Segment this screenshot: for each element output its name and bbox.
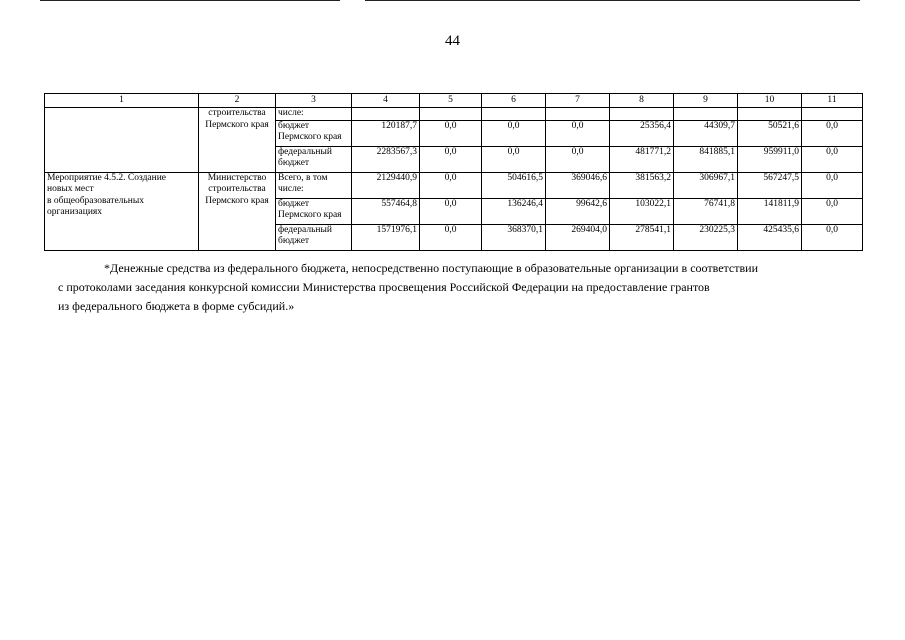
value-cell: 425435,6 <box>738 224 802 250</box>
column-number-row <box>45 94 863 108</box>
footnote-line: с протоколами заседания конкурсной комиссии Министерства просвещения Российской Федерации на предоставление грантов <box>58 280 710 294</box>
table-row <box>45 108 863 121</box>
value-cell: 2129440,9 <box>352 172 420 198</box>
value-cell: 0,0 <box>482 120 546 146</box>
col-number: 7 <box>546 94 610 108</box>
value-cell: 0,0 <box>802 146 863 172</box>
value-cell: 1571976,1 <box>352 224 420 250</box>
value-cell: 0,0 <box>802 120 863 146</box>
value-cell <box>802 108 863 121</box>
col-number: 10 <box>738 94 802 108</box>
value-cell: 381563,2 <box>610 172 674 198</box>
col-number: 6 <box>482 94 546 108</box>
funding-source-cell: Всего, в том числе: <box>276 172 352 198</box>
value-cell <box>352 108 420 121</box>
value-cell: 136246,4 <box>482 198 546 224</box>
col-number: 3 <box>276 94 352 108</box>
col-number: 4 <box>352 94 420 108</box>
value-cell <box>674 108 738 121</box>
value-cell: 959911,0 <box>738 146 802 172</box>
executor-cell: строительства Пермского края <box>199 108 276 173</box>
value-cell: 141811,9 <box>738 198 802 224</box>
value-cell: 481771,2 <box>610 146 674 172</box>
executor-cell: Министерство строительства Пермского края <box>199 172 276 250</box>
col-number: 9 <box>674 94 738 108</box>
budget-table <box>44 93 863 251</box>
value-cell: 0,0 <box>420 146 482 172</box>
col-number: 5 <box>420 94 482 108</box>
value-cell: 0,0 <box>546 120 610 146</box>
value-cell: 99642,6 <box>546 198 610 224</box>
value-cell: 567247,5 <box>738 172 802 198</box>
value-cell <box>738 108 802 121</box>
col-number: 11 <box>802 94 863 108</box>
value-cell: 504616,5 <box>482 172 546 198</box>
value-cell: 0,0 <box>802 198 863 224</box>
value-cell: 369046,6 <box>546 172 610 198</box>
value-cell: 2283567,3 <box>352 146 420 172</box>
value-cell <box>420 108 482 121</box>
value-cell: 278541,1 <box>610 224 674 250</box>
value-cell: 0,0 <box>802 224 863 250</box>
top-rule-left <box>40 0 340 1</box>
footnote-line: из федерального бюджета в форме субсидий.» <box>58 299 295 313</box>
value-cell: 0,0 <box>420 198 482 224</box>
funding-source-cell: бюджет Пермского края <box>276 198 352 224</box>
value-cell: 368370,1 <box>482 224 546 250</box>
funding-source-cell: бюджет Пермского края <box>276 120 352 146</box>
value-cell: 557464,8 <box>352 198 420 224</box>
funding-source-cell: числе: <box>276 108 352 121</box>
col-number: 1 <box>45 94 199 108</box>
page-number: 44 <box>445 33 460 49</box>
footnote-line: *Денежные средства из федерального бюджета, непосредственно поступающие в образовательные организации в соответствии <box>104 261 758 275</box>
value-cell: 0,0 <box>546 146 610 172</box>
value-cell: 120187,7 <box>352 120 420 146</box>
value-cell <box>610 108 674 121</box>
measure-cell-empty <box>45 108 199 173</box>
col-number: 8 <box>610 94 674 108</box>
value-cell: 76741,8 <box>674 198 738 224</box>
value-cell: 0,0 <box>420 120 482 146</box>
value-cell: 0,0 <box>420 172 482 198</box>
footnote <box>58 259 846 316</box>
value-cell: 50521,6 <box>738 120 802 146</box>
value-cell: 25356,4 <box>610 120 674 146</box>
value-cell: 103022,1 <box>610 198 674 224</box>
value-cell <box>546 108 610 121</box>
value-cell <box>482 108 546 121</box>
value-cell: 0,0 <box>420 224 482 250</box>
top-rule-right <box>365 0 860 1</box>
value-cell: 269404,0 <box>546 224 610 250</box>
value-cell: 230225,3 <box>674 224 738 250</box>
value-cell: 0,0 <box>802 172 863 198</box>
funding-source-cell: федеральный бюджет <box>276 224 352 250</box>
funding-source-cell: федеральный бюджет <box>276 146 352 172</box>
table-row <box>45 172 863 198</box>
value-cell: 44309,7 <box>674 120 738 146</box>
measure-cell: Мероприятие 4.5.2. Создание новых мест в общеобразовательных организациях <box>45 172 199 250</box>
value-cell: 306967,1 <box>674 172 738 198</box>
col-number: 2 <box>199 94 276 108</box>
value-cell: 841885,1 <box>674 146 738 172</box>
value-cell: 0,0 <box>482 146 546 172</box>
